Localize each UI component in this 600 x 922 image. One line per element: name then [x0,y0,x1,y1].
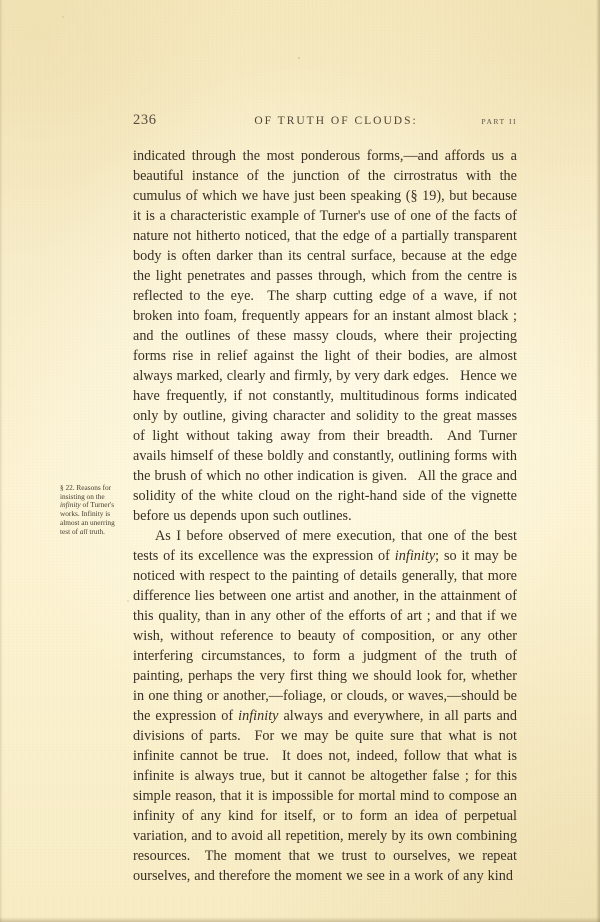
paragraph-2-text-part3: always and everywhere, in all parts and divisions of parts. For we may be quite sure that what is not infinite cannot be true. It does not, indeed, follow that what is infinite is always true, but it cannot be altogether false ; for this simple reason, that it is impossible for mortal mind to compose an infinity of any kind for itself, or to form an idea of perpetual variation, and to avoid all repetition, merely by its own combining resources. The moment that we trust to ourselves, we repeat ourselves, and therefore the moment we see in a work of any kind [133,708,517,884]
paragraph-2-text-part1: As I before observed of mere execution, that one of the best tests of its excellence was the expression of [133,528,517,564]
body-text-column [133,146,517,886]
marginal-note-line5: Infinity is [81,509,111,519]
marginal-note-section: § 22. [60,483,75,492]
marginal-note-line2: for insisting on [60,483,112,501]
paragraph-2-text-part2: ; so it may be noticed with respect to the painting of details generally, that more difference lies between one artist and another, in the attainment of this quality, than in any other of the efforts of art ; and that if we wish, without reference to beauty of composition, or any other interfering circumstances, to form a judgment of the truth of painting, perhaps the very first thing we should look for, whether in one thing or another,—foliage, or clouds, or waves,—should be the expression of [133,548,518,724]
marginal-note-line7: unerring test of [60,517,115,536]
page-number: 236 [133,112,157,128]
paragraph-continuation [133,146,517,526]
paragraph-2-infinity-1: infinity [394,548,436,564]
paragraph-1-text: indicated through the most ponderous forms,—and affords us a beautiful instance of the junction of the cirrostratus with the cumulus of which we have just been speaking (§ 19), but because it is a characteristic example of Turner's use of one of the facts of nature not hitherto noticed, that the edge of a partially transparent body is often darker than its central surface, because at the edge the light penetrates and passes through, which from the centre is reflected to the eye. The sharp cutting edge of a wave, if not broken into foam, frequently appears for an instant almost black ; and the outlines of these massy clouds, where their projecting forms rise in relief against the light of their bodies, are almost always marked, clearly and firmly, by very dark edges. Hence we have frequently, if not constantly, multitudinous forms indicated only by outline, giving character and solidity to the great masses of light without taking away from their breadth. And Turner avails himself of these boldly and constantly, outlining forms with the brush of which no other indication is given. All the grace and solidity of the white cloud on the right-hand side of the vignette before us depends upon such outlines. [133,148,517,524]
marginal-note-line4: Turner's works. [60,500,115,519]
marginal-note-line1: Reasons [76,483,101,492]
marginal-note [60,484,126,536]
page-edge-bottom [0,917,600,922]
running-title: OF TRUTH OF CLOUDS: [254,115,418,127]
marginal-note-infinity: infinity [60,500,81,510]
running-head [133,112,517,130]
scan-speck [62,16,64,18]
page-edge-left [0,0,3,922]
marginal-note-line3-post: of [80,500,89,510]
paragraph-section-22 [133,526,517,886]
marginal-note-line8-post: truth. [87,526,106,536]
marginal-note-line3-pre: the [95,491,105,501]
marginal-note-line6: almost an [60,517,89,527]
page-edge-right [596,0,600,922]
marginal-note-all: all [79,526,88,536]
scan-speck [127,600,129,602]
scan-speck [298,57,300,59]
paragraph-2-infinity-2: infinity [238,708,279,724]
part-label: PART II [481,117,517,126]
